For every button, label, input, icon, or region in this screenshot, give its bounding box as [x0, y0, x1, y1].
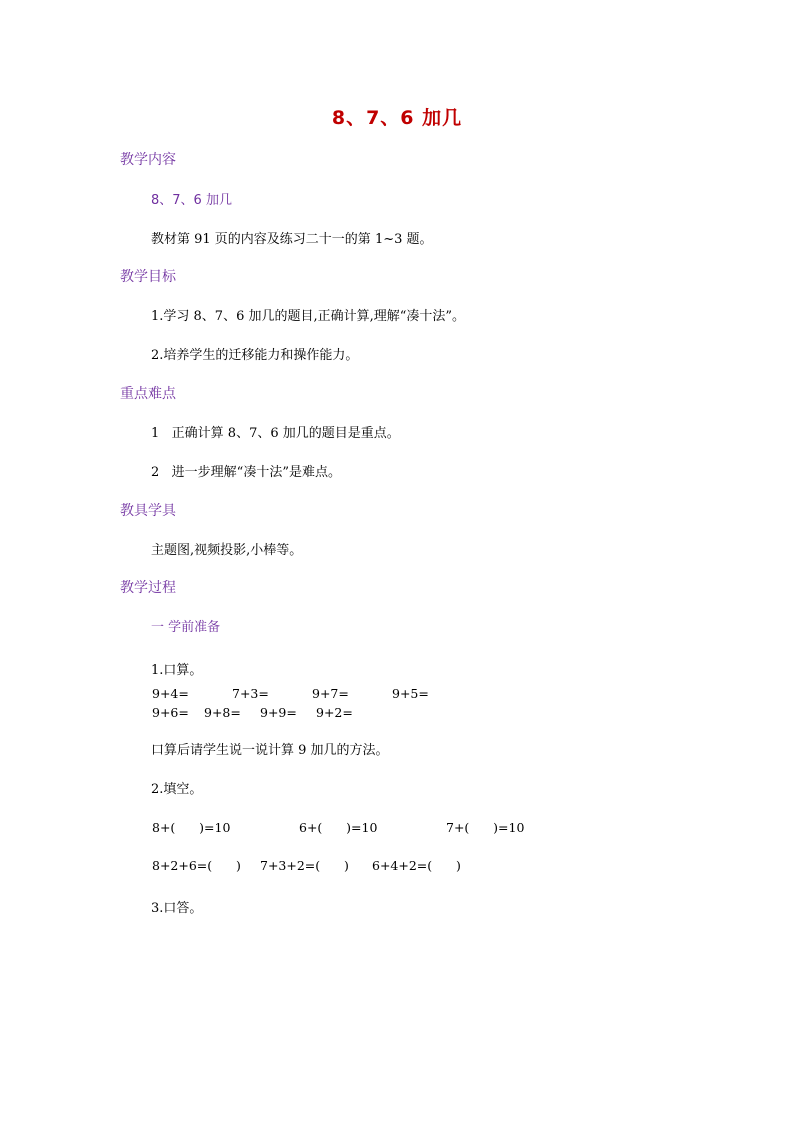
heading-content: 教学内容: [120, 152, 176, 168]
fill-blank-expression: 6+4+2=( ): [372, 858, 461, 873]
step3-label: 3.口答。: [151, 901, 203, 916]
oral-expression: 9+9=: [260, 705, 297, 720]
fill-blank-expression: 8+2+6=( ): [152, 858, 241, 873]
oral-expression: 9+7=: [312, 686, 349, 701]
goal-item-1: 1.学习 8、7、6 加几的题目,正确计算,理解“凑十法”。: [151, 309, 466, 324]
fill-blank-expression: 7+3+2=( ): [260, 858, 349, 873]
key-point-1: 1 正确计算 8、7、6 加几的题目是重点。: [151, 426, 400, 441]
content-text: 教材第 91 页的内容及练习二十一的第 1~3 题。: [151, 232, 433, 247]
goal-item-2: 2.培养学生的迁移能力和操作能力。: [151, 348, 359, 363]
oral-expression: 9+4=: [152, 686, 189, 701]
oral-expression: 9+6=: [152, 705, 189, 720]
key-point-2: 2 进一步理解“凑十法”是难点。: [151, 465, 341, 480]
content-subtitle: 8、7、6 加几: [151, 193, 232, 208]
page-title: 8、7、6 加几: [331, 107, 463, 129]
step1-label: 1.口算。: [151, 663, 203, 678]
heading-key-points: 重点难点: [120, 386, 176, 402]
oral-expression: 9+2=: [316, 705, 353, 720]
oral-expression: 7+3=: [232, 686, 269, 701]
step1-note: 口算后请学生说一说计算 9 加几的方法。: [151, 743, 389, 758]
heading-process: 教学过程: [120, 580, 176, 596]
fill-blank-expression: 6+( )=10: [299, 820, 378, 835]
fill-blank-expression: 7+( )=10: [446, 820, 525, 835]
heading-goals: 教学目标: [120, 269, 176, 285]
step2-label: 2.填空。: [151, 782, 203, 797]
oral-expression: 9+5=: [392, 686, 429, 701]
process-subheading: 一 学前准备: [151, 620, 221, 635]
fill-blank-expression: 8+( )=10: [152, 820, 231, 835]
oral-expression: 9+8=: [204, 705, 241, 720]
heading-tools: 教具学具: [120, 503, 176, 519]
tools-text: 主题图,视频投影,小棒等。: [151, 543, 303, 558]
